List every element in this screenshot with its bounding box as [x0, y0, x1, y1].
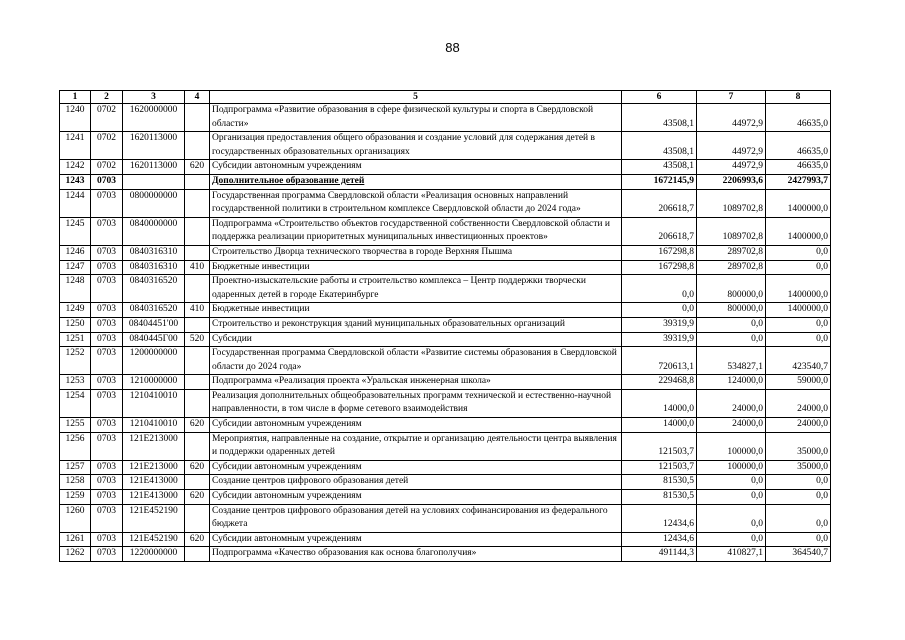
- row-number-cell: 1252: [60, 347, 91, 375]
- table-body: [60, 104, 831, 562]
- row-number-cell: 1243: [60, 174, 91, 189]
- target-article-cell: 1200000000: [123, 347, 185, 375]
- amount-year1-cell: 121503,7: [622, 432, 697, 460]
- target-article-cell: 121E213000: [123, 432, 185, 460]
- target-article-cell: 0840445Г00: [123, 332, 185, 347]
- column-header: 8: [766, 91, 831, 104]
- expense-type-cell: [185, 132, 210, 160]
- description-cell: Подпрограмма «Развитие образования в сфере физической культуры и спорта в Свердловской области»: [210, 104, 622, 132]
- amount-year2-cell: 534827,1: [697, 347, 766, 375]
- budget-table: [59, 90, 831, 562]
- row-number-cell: 1244: [60, 189, 91, 217]
- amount-year3-cell: 0,0: [766, 332, 831, 347]
- section-code-cell: 0702: [91, 104, 123, 132]
- amount-year2-cell: 0,0: [697, 332, 766, 347]
- amount-year2-cell: 410827,1: [697, 547, 766, 562]
- table-row: [60, 547, 831, 562]
- amount-year3-cell: 423540,7: [766, 347, 831, 375]
- amount-year2-cell: 124000,0: [697, 375, 766, 390]
- section-code-cell: 0703: [91, 475, 123, 490]
- expense-type-cell: [185, 245, 210, 260]
- target-article-cell: 1210000000: [123, 375, 185, 390]
- description-cell: Субсидии автономным учреждениям: [210, 460, 622, 475]
- description-cell: Субсидии: [210, 332, 622, 347]
- expense-type-cell: [185, 389, 210, 417]
- amount-year1-cell: 81530,5: [622, 490, 697, 505]
- column-header: 2: [91, 91, 123, 104]
- expense-type-cell: 520: [185, 332, 210, 347]
- amount-year2-cell: 44972,9: [697, 104, 766, 132]
- expense-type-cell: 620: [185, 490, 210, 505]
- target-article-cell: 08404451'00: [123, 317, 185, 332]
- section-code-cell: 0703: [91, 547, 123, 562]
- expense-type-cell: [185, 504, 210, 532]
- section-code-cell: 0703: [91, 189, 123, 217]
- table-row: [60, 217, 831, 245]
- description-cell: Государственная программа Свердловской области «Развитие системы образования в Свердловской области до 2024 года»: [210, 347, 622, 375]
- row-number-cell: 1251: [60, 332, 91, 347]
- amount-year3-cell: 1400000,0: [766, 217, 831, 245]
- section-code-cell: 0702: [91, 132, 123, 160]
- amount-year1-cell: 0,0: [622, 303, 697, 318]
- amount-year1-cell: 12434,6: [622, 532, 697, 547]
- table-row: [60, 460, 831, 475]
- expense-type-cell: [185, 189, 210, 217]
- table-row: [60, 475, 831, 490]
- amount-year1-cell: 1672145,9: [622, 174, 697, 189]
- amount-year3-cell: 35000,0: [766, 432, 831, 460]
- amount-year2-cell: 24000,0: [697, 418, 766, 433]
- table-row: [60, 317, 831, 332]
- table-row: [60, 303, 831, 318]
- amount-year3-cell: 0,0: [766, 490, 831, 505]
- section-code-cell: 0703: [91, 504, 123, 532]
- row-number-cell: 1245: [60, 217, 91, 245]
- expense-type-cell: 410: [185, 260, 210, 275]
- amount-year1-cell: 167298,8: [622, 245, 697, 260]
- section-code-cell: 0703: [91, 217, 123, 245]
- target-article-cell: 1220000000: [123, 547, 185, 562]
- expense-type-cell: 620: [185, 532, 210, 547]
- amount-year1-cell: 491144,3: [622, 547, 697, 562]
- amount-year3-cell: 24000,0: [766, 418, 831, 433]
- description-cell: Субсидии автономным учреждениям: [210, 490, 622, 505]
- target-article-cell: 121E452190: [123, 504, 185, 532]
- description-cell: Реализация дополнительных общеобразовательных программ технической и естественно-научной направленности, в том числе в форме сетевого взаимодействия: [210, 389, 622, 417]
- table-row: [60, 245, 831, 260]
- amount-year2-cell: 0,0: [697, 532, 766, 547]
- amount-year3-cell: 35000,0: [766, 460, 831, 475]
- section-code-cell: 0703: [91, 532, 123, 547]
- expense-type-cell: [185, 547, 210, 562]
- amount-year2-cell: 44972,9: [697, 160, 766, 175]
- section-code-cell: 0703: [91, 389, 123, 417]
- target-article-cell: 0840000000: [123, 217, 185, 245]
- amount-year2-cell: 2206993,6: [697, 174, 766, 189]
- section-code-cell: 0702: [91, 160, 123, 175]
- target-article-cell: [123, 174, 185, 189]
- amount-year3-cell: 0,0: [766, 245, 831, 260]
- amount-year3-cell: 0,0: [766, 317, 831, 332]
- amount-year2-cell: 100000,0: [697, 460, 766, 475]
- column-header: 6: [622, 91, 697, 104]
- amount-year2-cell: 1089702,8: [697, 189, 766, 217]
- expense-type-cell: [185, 174, 210, 189]
- description-cell: Подпрограмма «Реализация проекта «Уральская инженерная школа»: [210, 375, 622, 390]
- amount-year3-cell: 364540,7: [766, 547, 831, 562]
- row-number-cell: 1246: [60, 245, 91, 260]
- row-number-cell: 1259: [60, 490, 91, 505]
- row-number-cell: 1257: [60, 460, 91, 475]
- description-cell: Субсидии автономным учреждениям: [210, 160, 622, 175]
- amount-year2-cell: 1089702,8: [697, 217, 766, 245]
- amount-year2-cell: 289702,8: [697, 260, 766, 275]
- amount-year3-cell: 0,0: [766, 475, 831, 490]
- description-cell: Дополнительное образование детей: [210, 174, 622, 189]
- table-row: [60, 532, 831, 547]
- description-cell: Создание центров цифрового образования детей на условиях софинансирования из федерального бюджета: [210, 504, 622, 532]
- expense-type-cell: 620: [185, 160, 210, 175]
- row-number-cell: 1261: [60, 532, 91, 547]
- table-row: [60, 347, 831, 375]
- amount-year3-cell: 0,0: [766, 532, 831, 547]
- amount-year2-cell: 0,0: [697, 475, 766, 490]
- expense-type-cell: 410: [185, 303, 210, 318]
- table-row: [60, 275, 831, 303]
- section-code-cell: 0703: [91, 303, 123, 318]
- amount-year2-cell: 100000,0: [697, 432, 766, 460]
- expense-type-cell: [185, 375, 210, 390]
- expense-type-cell: [185, 432, 210, 460]
- section-code-cell: 0703: [91, 347, 123, 375]
- amount-year1-cell: 81530,5: [622, 475, 697, 490]
- description-cell: Строительство и реконструкция зданий муниципальных образовательных организаций: [210, 317, 622, 332]
- row-number-cell: 1262: [60, 547, 91, 562]
- section-code-cell: 0703: [91, 174, 123, 189]
- amount-year1-cell: 121503,7: [622, 460, 697, 475]
- table-row: [60, 375, 831, 390]
- description-cell: Мероприятия, направленные на создание, открытие и организацию деятельности центра выявления и поддержки одаренных детей: [210, 432, 622, 460]
- amount-year2-cell: 800000,0: [697, 303, 766, 318]
- amount-year1-cell: 43508,1: [622, 160, 697, 175]
- table-row: [60, 418, 831, 433]
- amount-year2-cell: 24000,0: [697, 389, 766, 417]
- column-header: 7: [697, 91, 766, 104]
- amount-year1-cell: 0,0: [622, 275, 697, 303]
- amount-year3-cell: 59000,0: [766, 375, 831, 390]
- table-row: [60, 132, 831, 160]
- description-cell: Субсидии автономным учреждениям: [210, 418, 622, 433]
- amount-year1-cell: 39319,9: [622, 317, 697, 332]
- table-row: [60, 332, 831, 347]
- amount-year3-cell: 1400000,0: [766, 275, 831, 303]
- amount-year3-cell: 24000,0: [766, 389, 831, 417]
- table-row: [60, 490, 831, 505]
- expense-type-cell: [185, 217, 210, 245]
- table-row: [60, 389, 831, 417]
- amount-year3-cell: 1400000,0: [766, 303, 831, 318]
- table-row: [60, 432, 831, 460]
- section-code-cell: 0703: [91, 375, 123, 390]
- amount-year2-cell: 289702,8: [697, 245, 766, 260]
- row-number-cell: 1253: [60, 375, 91, 390]
- amount-year1-cell: 14000,0: [622, 418, 697, 433]
- amount-year3-cell: 0,0: [766, 504, 831, 532]
- target-article-cell: 1620000000: [123, 104, 185, 132]
- row-number-cell: 1255: [60, 418, 91, 433]
- column-header: 5: [210, 91, 622, 104]
- row-number-cell: 1260: [60, 504, 91, 532]
- target-article-cell: 0840316520: [123, 275, 185, 303]
- amount-year1-cell: 12434,6: [622, 504, 697, 532]
- table-row: [60, 174, 831, 189]
- row-number-cell: 1250: [60, 317, 91, 332]
- target-article-cell: 1620113000: [123, 132, 185, 160]
- table-row: [60, 189, 831, 217]
- target-article-cell: 121E413000: [123, 475, 185, 490]
- section-code-cell: 0703: [91, 332, 123, 347]
- target-article-cell: 1210410010: [123, 418, 185, 433]
- expense-type-cell: 620: [185, 418, 210, 433]
- expense-type-cell: [185, 317, 210, 332]
- target-article-cell: 1620113000: [123, 160, 185, 175]
- target-article-cell: 0840316310: [123, 245, 185, 260]
- column-header: 4: [185, 91, 210, 104]
- section-code-cell: 0703: [91, 432, 123, 460]
- amount-year1-cell: 39319,9: [622, 332, 697, 347]
- row-number-cell: 1248: [60, 275, 91, 303]
- target-article-cell: 1210410010: [123, 389, 185, 417]
- amount-year2-cell: 44972,9: [697, 132, 766, 160]
- amount-year1-cell: 206618,7: [622, 217, 697, 245]
- expense-type-cell: [185, 104, 210, 132]
- table-row: [60, 504, 831, 532]
- table-row: [60, 160, 831, 175]
- description-cell: Организация предоставления общего образования и создание условий для содержания детей в государственных образовательных организациях: [210, 132, 622, 160]
- row-number-cell: 1254: [60, 389, 91, 417]
- table-row: [60, 104, 831, 132]
- amount-year2-cell: 0,0: [697, 490, 766, 505]
- row-number-cell: 1247: [60, 260, 91, 275]
- section-code-cell: 0703: [91, 260, 123, 275]
- section-code-cell: 0703: [91, 275, 123, 303]
- description-cell: Подпрограмма «Качество образования как основа благополучия»: [210, 547, 622, 562]
- amount-year1-cell: 43508,1: [622, 132, 697, 160]
- row-number-cell: 1242: [60, 160, 91, 175]
- description-cell: Подпрограмма «Строительство объектов государственной собственности Свердловской области и поддержка реализации приоритетных муниципальных инвестиционных проектов»: [210, 217, 622, 245]
- column-header: 1: [60, 91, 91, 104]
- amount-year1-cell: 720613,1: [622, 347, 697, 375]
- amount-year3-cell: 1400000,0: [766, 189, 831, 217]
- target-article-cell: 121E452190: [123, 532, 185, 547]
- expense-type-cell: [185, 475, 210, 490]
- row-number-cell: 1241: [60, 132, 91, 160]
- amount-year1-cell: 206618,7: [622, 189, 697, 217]
- description-cell: Субсидии автономным учреждениям: [210, 532, 622, 547]
- row-number-cell: 1258: [60, 475, 91, 490]
- expense-type-cell: [185, 347, 210, 375]
- row-number-cell: 1256: [60, 432, 91, 460]
- page-number: 88: [445, 40, 460, 55]
- description-cell: Создание центров цифрового образования детей: [210, 475, 622, 490]
- amount-year2-cell: 800000,0: [697, 275, 766, 303]
- row-number-cell: 1249: [60, 303, 91, 318]
- expense-type-cell: 620: [185, 460, 210, 475]
- table-header-row: [60, 91, 831, 104]
- amount-year1-cell: 43508,1: [622, 104, 697, 132]
- target-article-cell: 0840316310: [123, 260, 185, 275]
- section-code-cell: 0703: [91, 245, 123, 260]
- row-number-cell: 1240: [60, 104, 91, 132]
- section-code-cell: 0703: [91, 317, 123, 332]
- description-cell: Государственная программа Свердловской области «Реализация основных направлений государственной политики в строительном комплексе Свердловской области до 2024 года»: [210, 189, 622, 217]
- amount-year1-cell: 14000,0: [622, 389, 697, 417]
- description-cell: Проектно-изыскательские работы и строительство комплекса – Центр поддержки творчески одаренных детей в городе Екатеринбурге: [210, 275, 622, 303]
- target-article-cell: 121E413000: [123, 490, 185, 505]
- amount-year2-cell: 0,0: [697, 317, 766, 332]
- amount-year3-cell: 46635,0: [766, 104, 831, 132]
- amount-year3-cell: 0,0: [766, 260, 831, 275]
- description-cell: Строительство Дворца технического творчества в городе Верхняя Пышма: [210, 245, 622, 260]
- target-article-cell: 0840316520: [123, 303, 185, 318]
- expense-type-cell: [185, 275, 210, 303]
- amount-year1-cell: 167298,8: [622, 260, 697, 275]
- amount-year3-cell: 46635,0: [766, 132, 831, 160]
- target-article-cell: 121E213000: [123, 460, 185, 475]
- amount-year2-cell: 0,0: [697, 504, 766, 532]
- description-cell: Бюджетные инвестиции: [210, 260, 622, 275]
- column-header: 3: [123, 91, 185, 104]
- amount-year3-cell: 2427993,7: [766, 174, 831, 189]
- amount-year3-cell: 46635,0: [766, 160, 831, 175]
- section-code-cell: 0703: [91, 418, 123, 433]
- description-cell: Бюджетные инвестиции: [210, 303, 622, 318]
- section-code-cell: 0703: [91, 490, 123, 505]
- section-code-cell: 0703: [91, 460, 123, 475]
- amount-year1-cell: 229468,8: [622, 375, 697, 390]
- target-article-cell: 0800000000: [123, 189, 185, 217]
- table-row: [60, 260, 831, 275]
